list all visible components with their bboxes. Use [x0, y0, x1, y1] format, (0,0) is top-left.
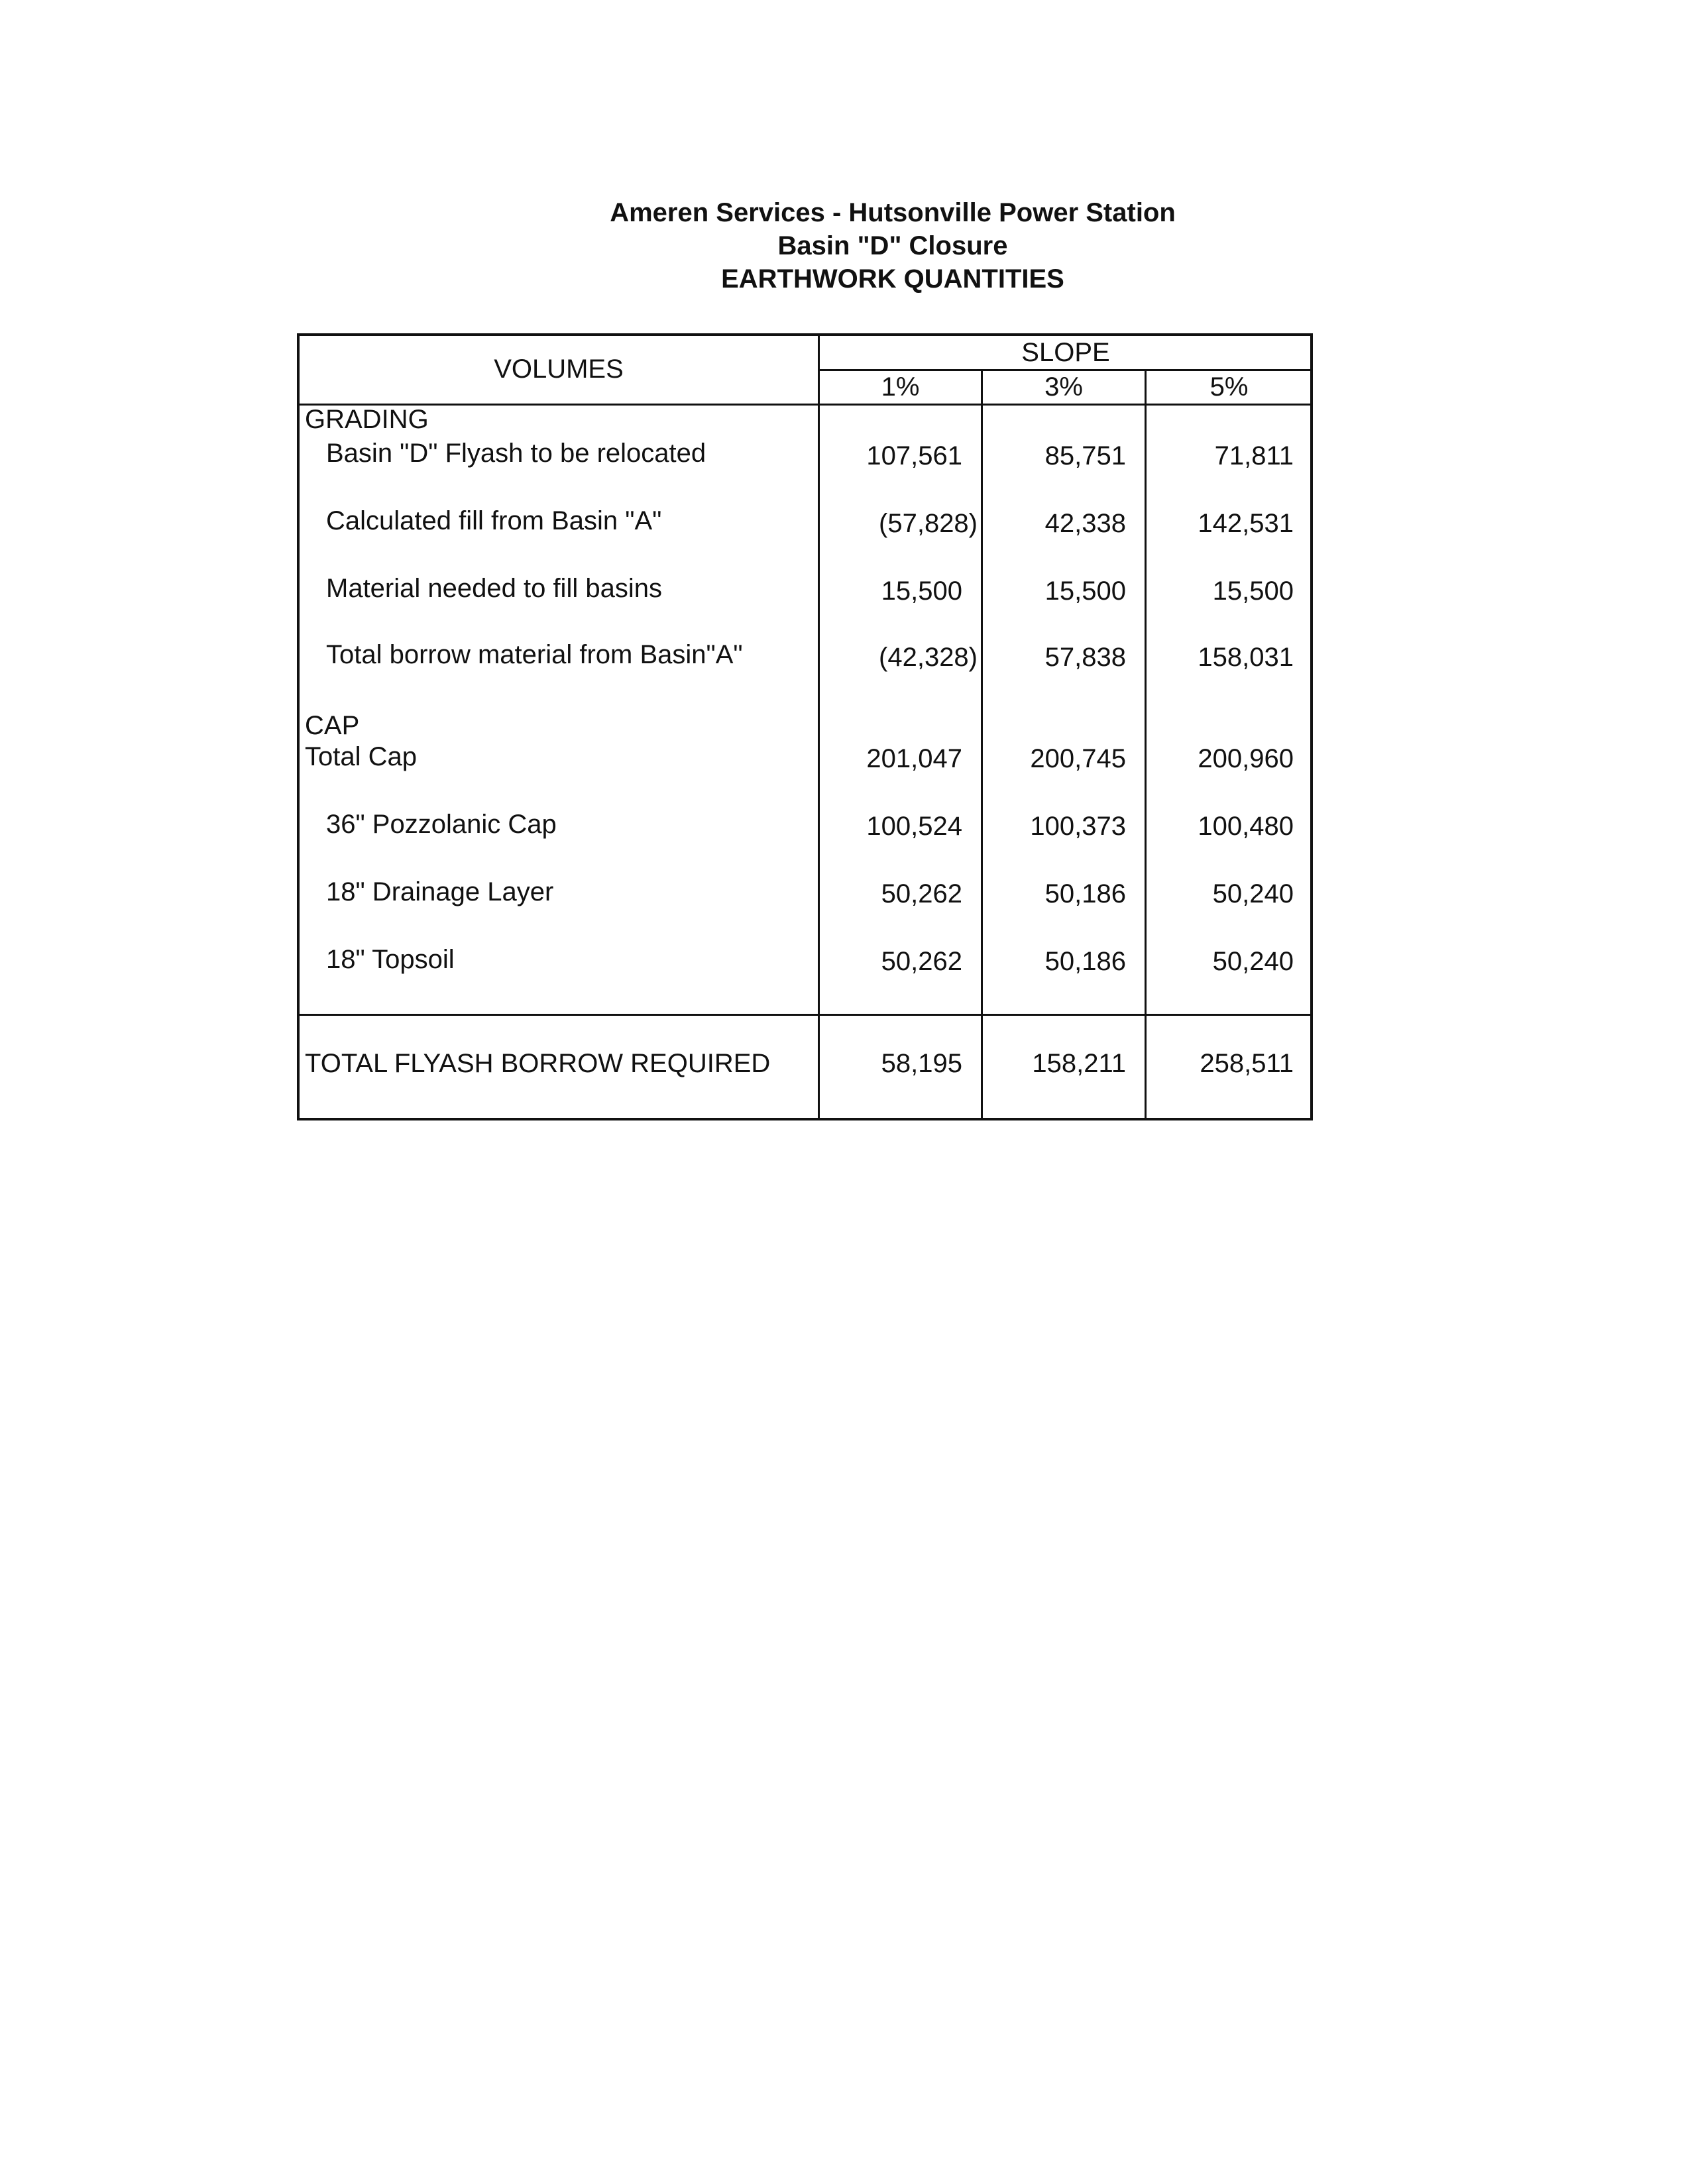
column-header-1pct: 1%	[881, 372, 920, 402]
cell-value: 50,262	[881, 947, 962, 976]
volumes-header: VOLUMES	[494, 355, 624, 384]
row-label: 18" Drainage Layer	[326, 877, 554, 906]
total-label: TOTAL FLYASH BORROW REQUIRED	[305, 1049, 771, 1078]
cell-value: (57,828)	[879, 509, 978, 538]
cell-value: (42,328)	[879, 643, 978, 672]
total-value: 158,211	[1032, 1049, 1126, 1078]
slope-header: SLOPE	[1021, 338, 1110, 367]
cell-value: 50,262	[881, 879, 962, 908]
row-label: Total Cap	[305, 742, 417, 771]
cell-value: 142,531	[1198, 509, 1294, 538]
row-label: Calculated fill from Basin "A"	[326, 506, 662, 535]
cell-value: 107,561	[866, 441, 962, 470]
cell-value: 50,186	[1044, 879, 1126, 908]
cell-value: 57,838	[1044, 643, 1126, 672]
cell-value: 158,031	[1198, 643, 1294, 672]
cell-value: 15,500	[1212, 576, 1294, 606]
total-value: 258,511	[1200, 1049, 1294, 1078]
cell-value: 201,047	[866, 744, 962, 773]
row-label: Basin "D" Flyash to be relocated	[326, 439, 706, 468]
column-header-3pct: 3%	[1044, 372, 1083, 402]
cell-value: 50,240	[1212, 879, 1294, 908]
cell-value: 100,524	[866, 812, 962, 841]
cell-value: 50,240	[1212, 947, 1294, 976]
title-subject: EARTHWORK QUANTITIES	[721, 264, 1064, 294]
section-label-grading: GRADING	[305, 405, 429, 434]
cell-value: 15,500	[881, 576, 962, 606]
cell-value: 100,373	[1030, 812, 1126, 841]
row-label: Material needed to fill basins	[326, 574, 662, 603]
cell-value: 71,811	[1214, 441, 1294, 470]
divider-header-bottom	[300, 404, 1312, 406]
section-label-cap: CAP	[305, 711, 360, 740]
cell-value: 42,338	[1044, 509, 1126, 538]
total-value: 58,195	[881, 1049, 962, 1078]
row-label: 36" Pozzolanic Cap	[326, 810, 557, 839]
earthwork-table	[297, 333, 1313, 1120]
column-header-5pct: 5%	[1209, 372, 1249, 402]
title-company: Ameren Services - Hutsonville Power Station	[610, 198, 1176, 227]
cell-value: 100,480	[1198, 812, 1294, 841]
row-label: 18" Topsoil	[326, 945, 455, 974]
cell-value: 200,960	[1198, 744, 1294, 773]
cell-value: 15,500	[1044, 576, 1126, 606]
row-label: Total borrow material from Basin"A"	[326, 640, 743, 669]
cell-value: 50,186	[1044, 947, 1126, 976]
cell-value: 85,751	[1044, 441, 1126, 470]
cell-value: 200,745	[1030, 744, 1126, 773]
title-project: Basin "D" Closure	[777, 231, 1008, 260]
divider-total-top	[300, 1014, 1312, 1016]
document-title	[0, 196, 1686, 296]
